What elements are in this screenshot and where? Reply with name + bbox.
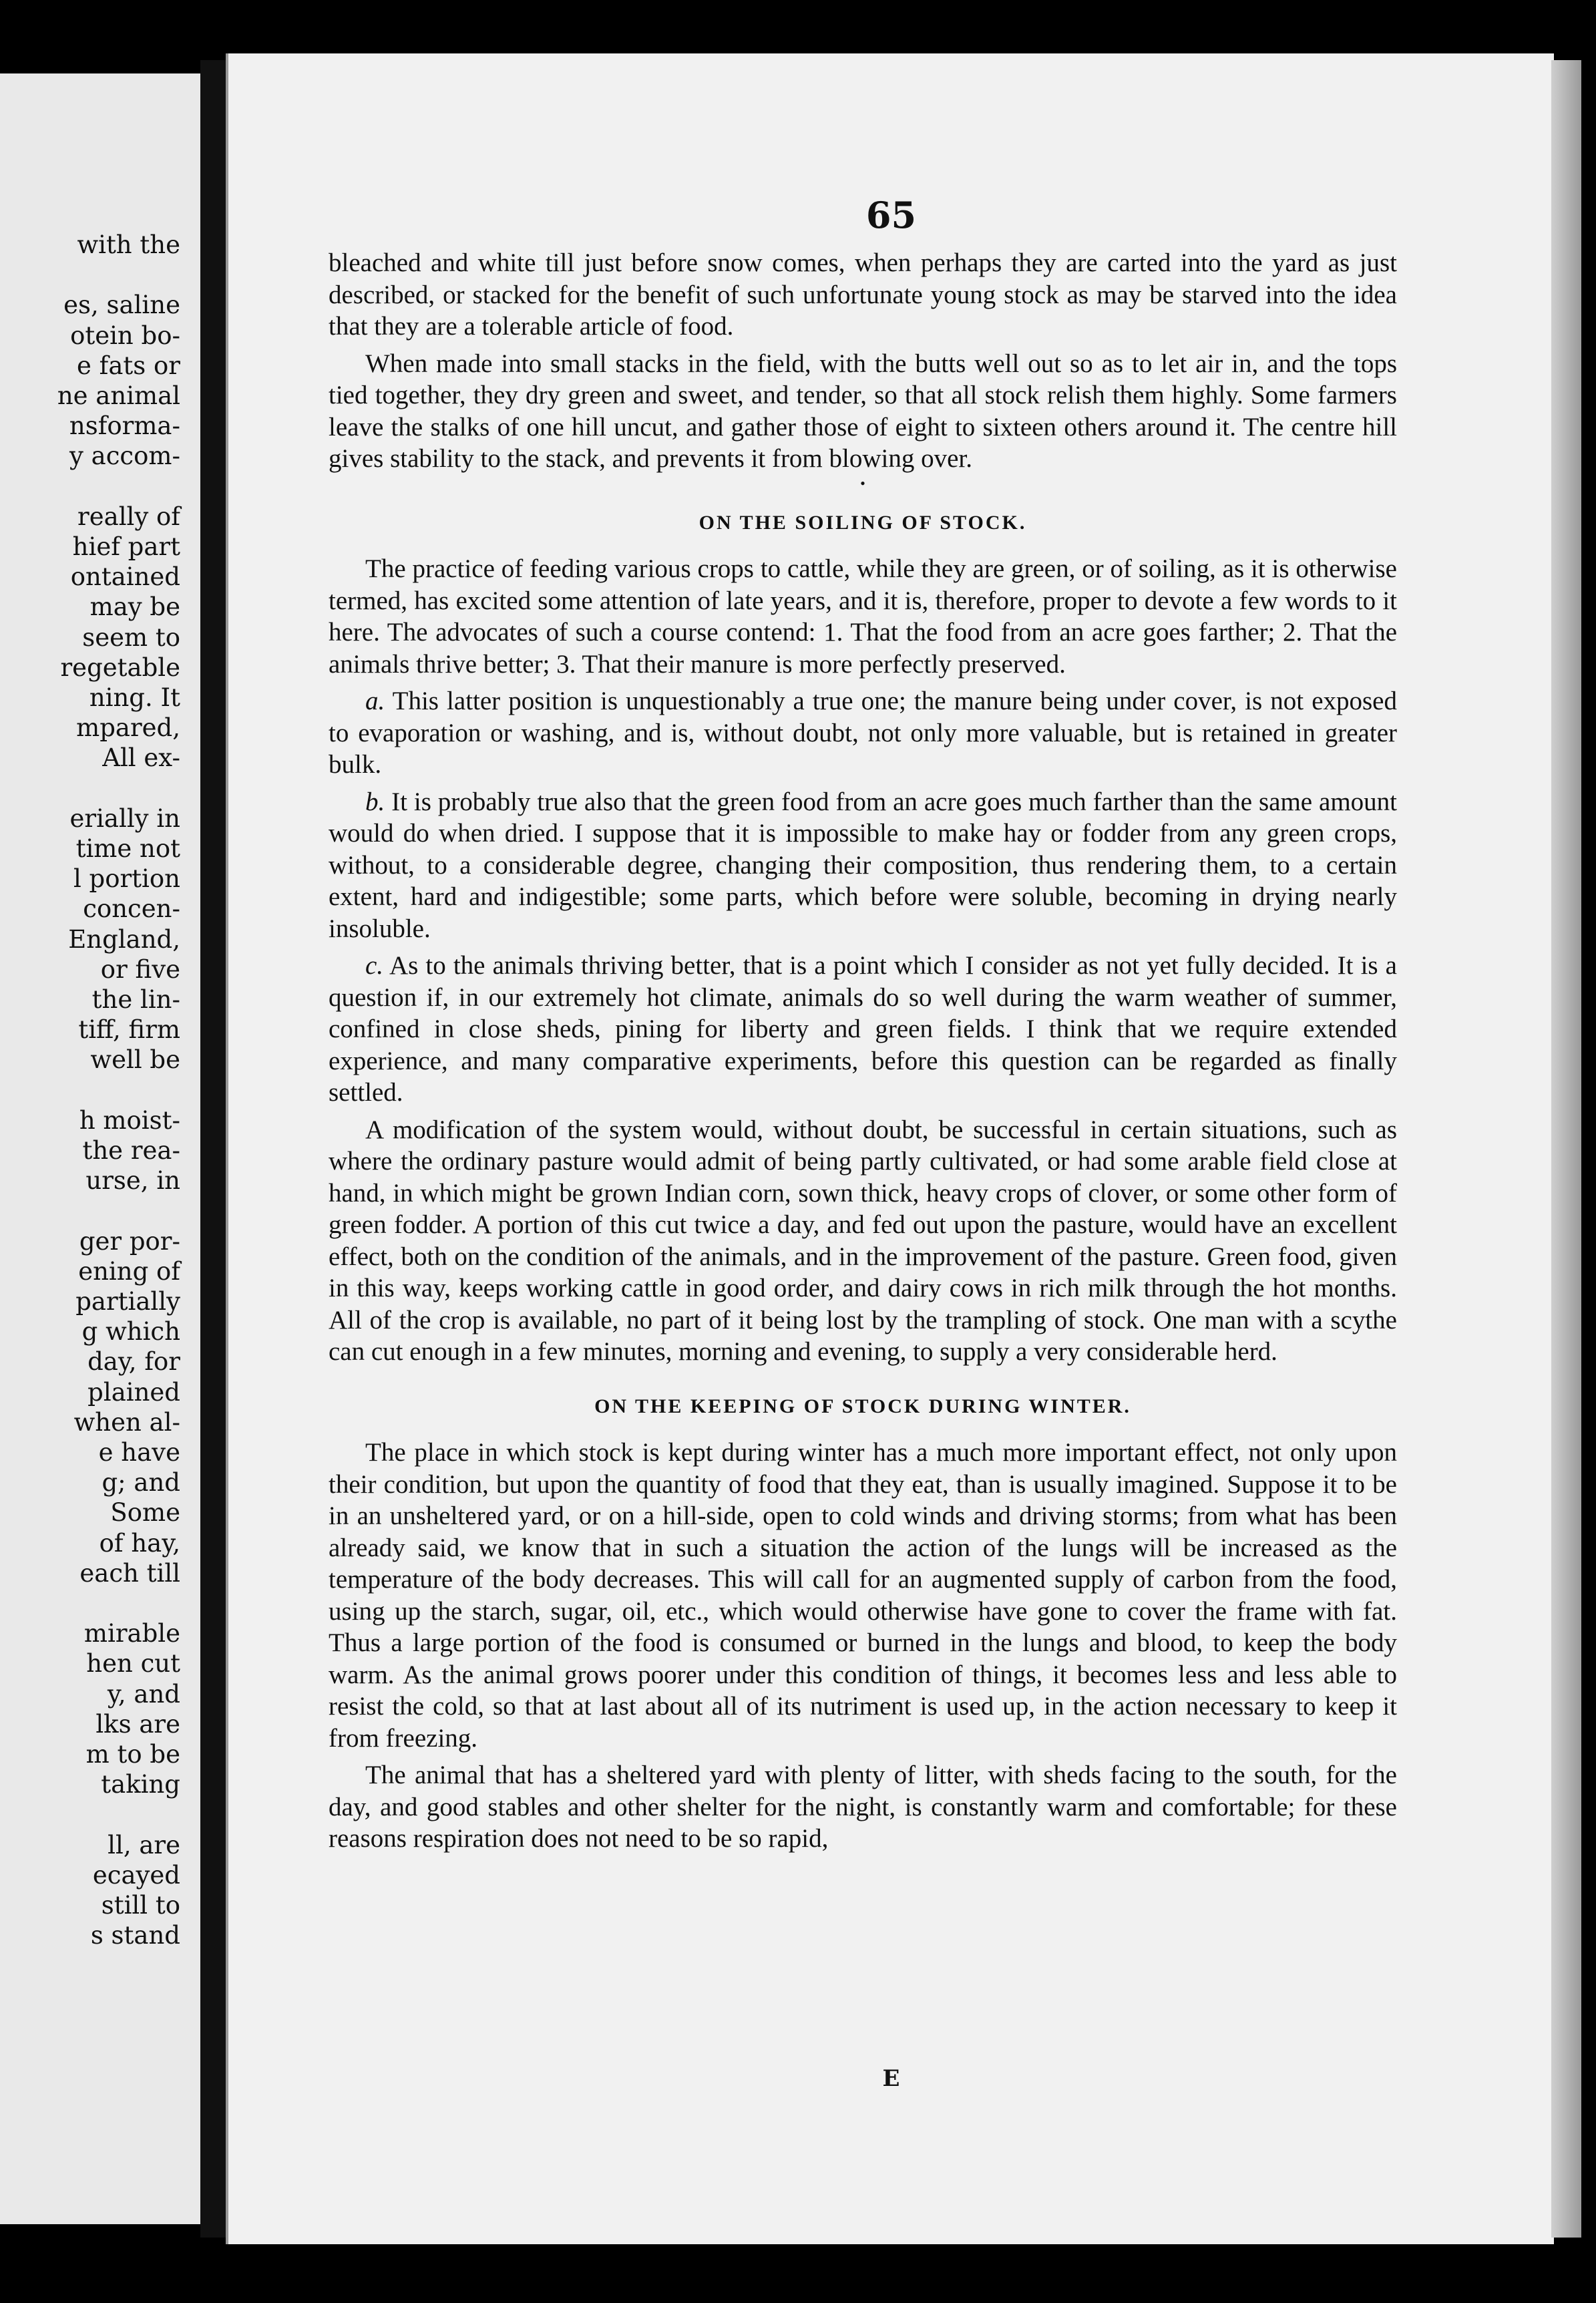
item-label: c.: [365, 951, 384, 980]
left-page-line: hief part: [72, 532, 180, 561]
left-page-line: partially: [75, 1287, 180, 1316]
left-page-line: hen cut: [86, 1649, 180, 1678]
left-page-line: ne animal: [57, 381, 180, 410]
left-page-line: l portion: [73, 864, 180, 894]
left-page-line: y, and: [107, 1679, 180, 1709]
left-page-line: each till: [79, 1558, 180, 1588]
right-page: [226, 53, 1554, 2244]
page-edge: [1551, 60, 1581, 2238]
left-page-line: otein bo-: [70, 321, 180, 350]
left-page-line: well be: [90, 1045, 180, 1075]
paragraph: The place in which stock is kept during winter has a much more important effect, not only upon their condition, but upon the quantity of food that they eat, than is usually imagined. Suppose it to be in an unsheltered yard, or on a hill-side, open to cold winds and driving storms; from what has been already said, we know that in such a situation the action of the lungs will be increased as the temperature of the body decreases. This will call for an augmented supply of carbon from the food, using up the starch, sugar, oil, etc., which would otherwise have gone to cover the frame with fat. Thus a large portion of the food is consumed or burned in the lungs and blood, to keep the body warm. As the animal grows poorer under this condition of things, it becomes less and less able to resist the cold, so that at last about all of its nutriment is used up, in the action necessary to keep it from freezing.: [329, 1438, 1397, 1753]
left-page-line: England,: [68, 924, 180, 954]
left-page-line: mpared,: [76, 713, 180, 743]
paragraph-c: [329, 950, 1397, 1109]
paragraph-a: [329, 685, 1397, 781]
item-text: It is probably true also that the green food from an acre goes much farther than the same amount would do when dried. I suppose that it is impossible to make hay or fodder from any green crops, without, to a considerable degree, changing their composition, thus rendering them, to a certain extent, hard and indigestible; some parts, which before were soluble, becoming in drying nearly insoluble.: [329, 787, 1397, 943]
left-page-line: regetable: [60, 653, 180, 682]
left-page-line: really of: [77, 502, 180, 531]
left-page-line: urse, in: [85, 1166, 180, 1196]
left-page-line: the rea-: [82, 1136, 180, 1165]
left-page-line: ontained: [70, 562, 180, 592]
left-page-line: g; and: [102, 1468, 180, 1497]
left-page-line: with the: [77, 230, 180, 259]
signature-mark: E: [882, 2065, 900, 2092]
left-page-line: h moist-: [79, 1105, 180, 1135]
left-page-line: mirable: [83, 1619, 180, 1648]
left-page-line: nsforma-: [69, 411, 180, 441]
left-page-line: e fats or: [77, 351, 180, 380]
left-page-line: the lin-: [91, 985, 180, 1014]
left-page-line: All ex-: [102, 743, 180, 773]
page-body: [329, 247, 1397, 1860]
item-text: As to the animals thriving better, that is a point which I consider as not yet fully decided. It is a question if, in our extremely hot climate, animals do so well during the warm weather of summer, confined in close sheds, pining for liberty and green fields. I think that we require extended experience, and many comparative experiments, before this question can be regarded as finally settled.: [329, 951, 1397, 1107]
left-page-line: still to: [101, 1891, 180, 1920]
left-page-line: y accom-: [69, 441, 180, 471]
paragraph: bleached and white till just before snow comes, when perhaps they are carted into the yard as just described, or stacked for the benefit of such unfortunate young stock as may be starved into the idea that they are a tolerable article of food.: [329, 248, 1397, 341]
left-page-line: tiff, firm: [78, 1015, 180, 1045]
left-page-line: day, for: [87, 1347, 180, 1377]
paragraph: The animal that has a sheltered yard with plenty of litter, with sheds facing to the south, for the day, and good stables and other shelter for the night, is constantly warm and comfortable; for these reasons respiration does not need to be so rapid,: [329, 1761, 1397, 1853]
left-page-line: ger por-: [79, 1226, 180, 1256]
paragraph: A modification of the system would, without doubt, be successful in certain situations, such as where the ordinary pasture would admit of being partly cultivated, or had some arable field close at hand, in which might be grown Indian corn, sown thick, heavy crops of clover, or some other form of green fodder. A portion of this cut twice a day, and fed out upon the pasture, would have an excellent effect, both on the condition of the animals, and in the improvement of the pasture. Green food, given in this way, keeps working cattle in good order, and dairy cows in rich milk through the hot months. All of the crop is available, no part of it being lost by the trampling of stock. One man with a scythe can cut enough in a few minutes, morning and evening, to supply a very considerable herd.: [329, 1115, 1397, 1366]
paragraph-b: [329, 786, 1397, 945]
paragraph: When made into small stacks in the field, with the butts well out so as to let air in, and the tops tied together, they dry green and sweet, and tender, so that all stock relish them highly. Some farmers leave the stalks of one hill uncut, and gather those of eight to sixteen others around it. The centre hill gives stability to the stack, and prevents it from blowing over.: [329, 349, 1397, 473]
left-page-line: lks are: [95, 1709, 180, 1739]
left-page-line: ening of: [78, 1256, 180, 1286]
left-page-line: plained: [87, 1377, 180, 1407]
left-page-line: of hay,: [99, 1528, 180, 1558]
left-page-line: concen-: [83, 894, 180, 924]
left-page-line: ecayed: [92, 1860, 180, 1890]
left-page-line: may be: [89, 592, 180, 622]
item-text: This latter position is unquestionably a true one; the manure being under cover, is not exposed to evaporation or washing, and is, without doubt, not only more valuable, but is retained in greater bulk.: [329, 687, 1397, 779]
item-label: a.: [365, 687, 385, 715]
left-page-line: e have: [98, 1438, 180, 1467]
left-page-line: s stand: [90, 1921, 180, 1950]
section-heading-winter: ON THE KEEPING OF STOCK DURING WINTER.: [594, 1395, 1131, 1417]
left-page-line: ning. It: [89, 683, 180, 712]
left-page-line: taking: [101, 1770, 180, 1799]
left-page-line: seem to: [82, 623, 180, 652]
left-page-line: erially in: [69, 804, 180, 833]
item-label: b.: [365, 787, 385, 816]
left-page-line: m to be: [85, 1740, 180, 1769]
left-page-line: when al-: [73, 1407, 180, 1437]
ornament-dot: •: [860, 474, 865, 492]
paragraph: The practice of feeding various crops to cattle, while they are green, or of soiling, as it is otherwise termed, has excited some attention of late years, and it is, therefore, proper to devote a few words to it here. The advocates of such a course contend: 1. That the food from an acre goes farther; 2. That the animals thrive better; 3. That their manure is more perfectly preserved.: [329, 554, 1397, 679]
left-page-line: es, saline: [63, 291, 180, 320]
left-page-line: or five: [100, 954, 180, 984]
left-page-line: Some: [110, 1498, 180, 1528]
left-page: [0, 73, 204, 2224]
book-gutter: [200, 60, 227, 2238]
left-page-line: g which: [81, 1317, 180, 1347]
left-page-line: time not: [75, 834, 180, 863]
page-number: 65: [865, 194, 917, 236]
left-page-line: ll, are: [108, 1830, 180, 1859]
section-heading-soiling: ON THE SOILING OF STOCK.: [699, 511, 1027, 534]
